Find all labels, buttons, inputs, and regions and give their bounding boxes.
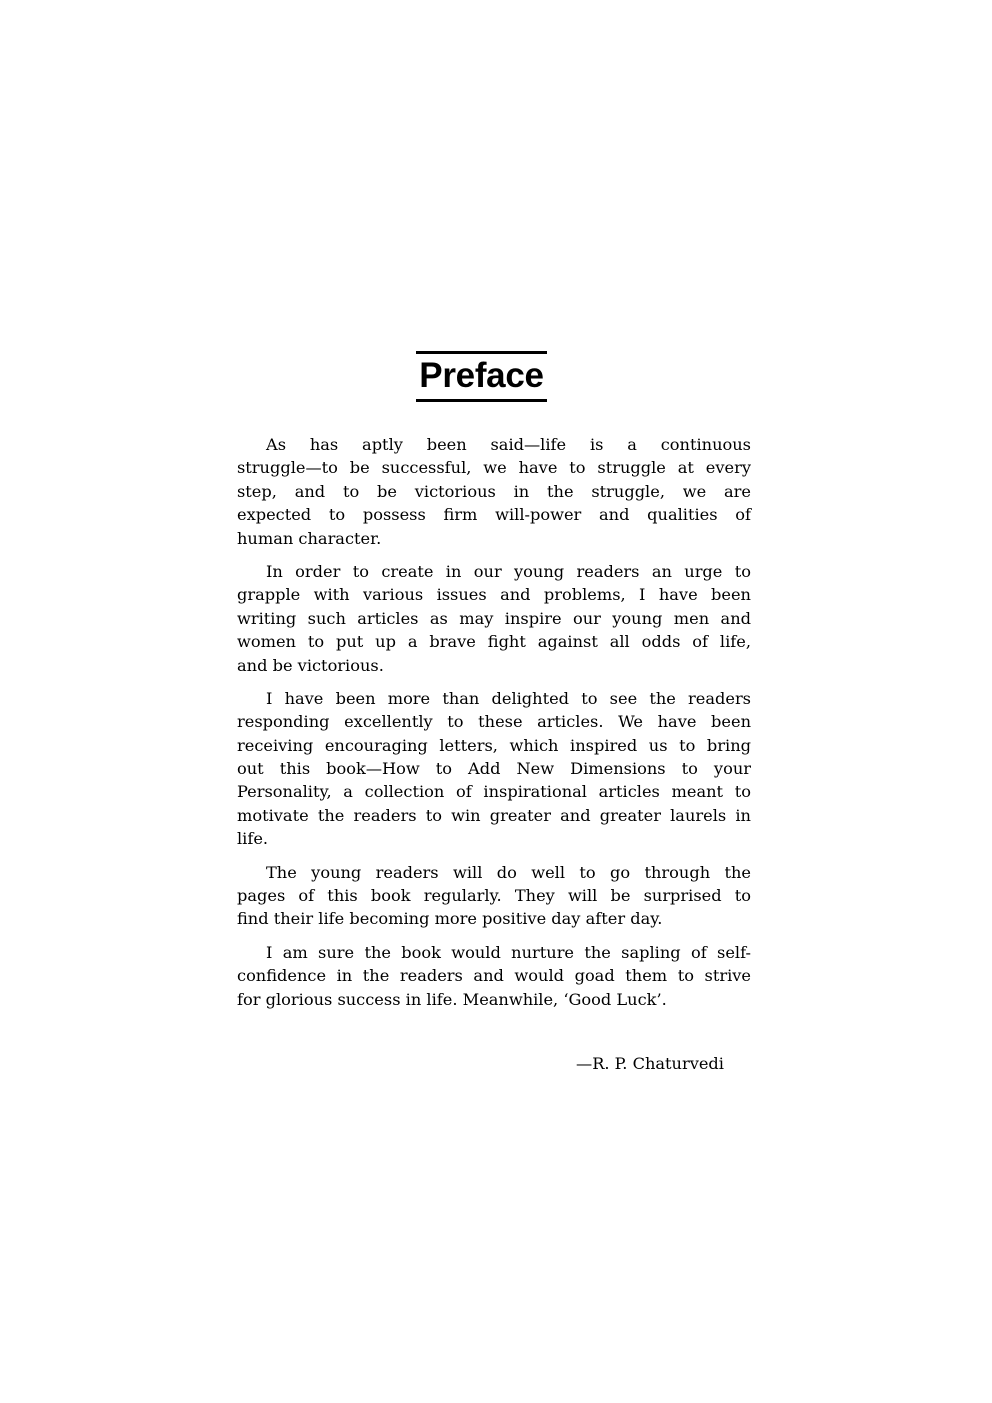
text-line: life.: [237, 829, 269, 849]
text-line: As has aptly been said—life is a continuous: [266, 435, 751, 454]
text-line: I am sure the book would nurture the sapling of self-: [266, 942, 751, 962]
paragraph-2: [237, 560, 751, 677]
title-block: [416, 351, 547, 402]
page-title: Preface: [419, 356, 544, 395]
text-line: Personality, a collection of inspirational articles meant to: [237, 782, 751, 802]
text-line: find their life becoming more positive day after day.: [237, 909, 663, 929]
paragraph-4: [237, 861, 751, 931]
text-line: confidence in the readers and would goad them to strive: [237, 966, 751, 986]
paragraph-1: [237, 433, 751, 550]
text-line: human character.: [237, 528, 382, 548]
paragraph-3: [237, 687, 751, 851]
author-signature: —R. P. Chaturvedi: [576, 1054, 724, 1073]
text-line: out this book—How to Add New Dimensions to your: [237, 759, 751, 779]
text-line: step, and to be victorious in the struggle, we are: [237, 481, 751, 501]
text-line: motivate the readers to win greater and greater laurels in: [237, 805, 751, 825]
preface-body: [237, 433, 751, 1021]
text-line: grapple with various issues and problems, I have been: [237, 585, 751, 605]
text-line: and be victorious.: [237, 655, 384, 675]
text-line: The young readers will do well to go through the: [266, 862, 751, 882]
text-line: for glorious success in life. Meanwhile, ‘Good Luck’.: [237, 989, 667, 1009]
text-line: writing such articles as may inspire our young men and: [237, 608, 751, 628]
text-line: struggle—to be successful, we have to struggle at every: [237, 458, 751, 478]
text-line: responding excellently to these articles. We have been: [237, 712, 751, 732]
text-line: In order to create in our young readers an urge to: [266, 561, 751, 581]
paragraph-5: [237, 941, 751, 1011]
text-line: I have been more than delighted to see the readers: [266, 688, 751, 708]
text-line: pages of this book regularly. They will be surprised to: [237, 886, 751, 906]
text-line: expected to possess firm will-power and qualities of: [237, 505, 751, 525]
text-line: receiving encouraging letters, which inspired us to bring: [237, 735, 751, 755]
text-line: women to put up a brave fight against all odds of life,: [237, 632, 751, 652]
